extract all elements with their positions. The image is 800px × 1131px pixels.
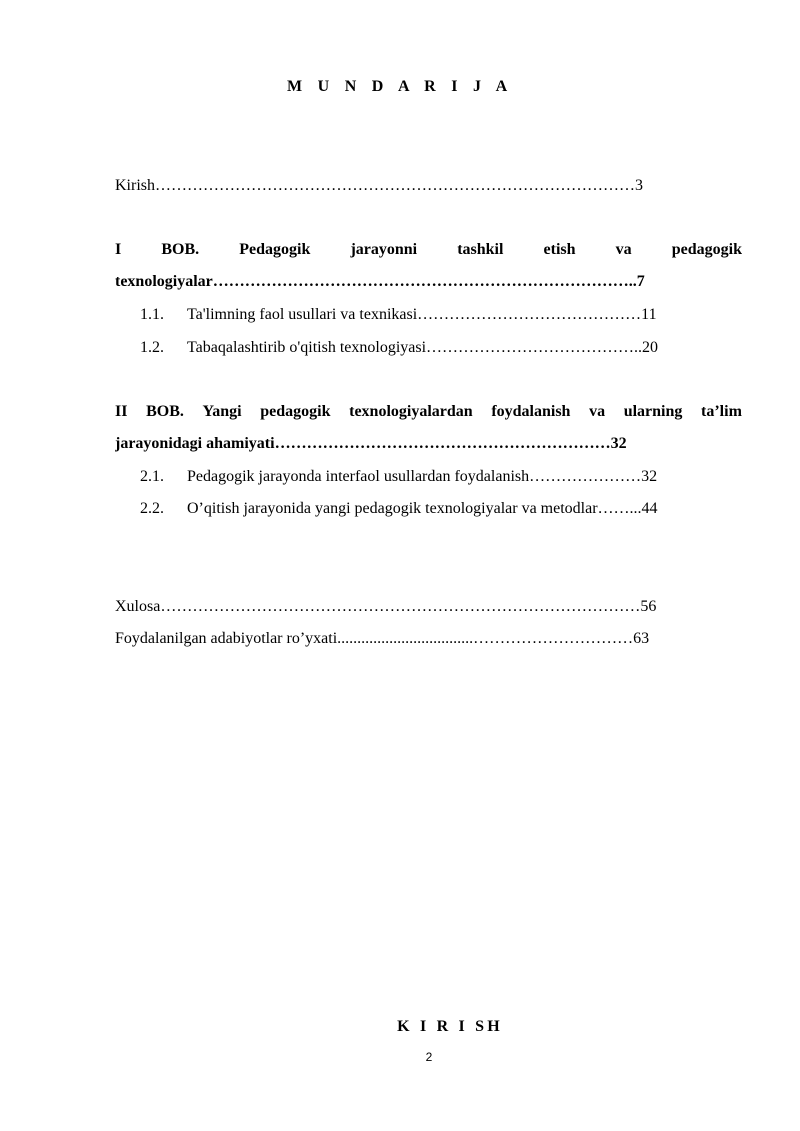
toc-entry-bob2-line1 bbox=[115, 402, 742, 422]
toc-word: BOB. bbox=[161, 241, 200, 258]
toc-word: jarayonni bbox=[350, 241, 418, 258]
toc-word: etish bbox=[543, 241, 576, 258]
toc-entry-bob2-line2: jarayonidagi ahamiyati………………………………………………………32 bbox=[115, 435, 627, 452]
toc-word: foydalanish bbox=[491, 403, 571, 420]
toc-entry-adabiyotlar: Foydalanilgan adabiyotlar ro’yxati..................................…………………………63 bbox=[115, 630, 650, 647]
toc-entry-2-1 bbox=[140, 467, 740, 487]
toc-item-text: Ta'limning faol usullari va texnikasi……………………………………11 bbox=[187, 306, 657, 323]
toc-word: texnologiyalardan bbox=[349, 403, 473, 420]
toc-entry-xulosa: Xulosa………………………………………………………………………………56 bbox=[115, 598, 657, 615]
toc-item-text: Pedagogik jarayonda interfaol usullardan foydalanish…………………32 bbox=[187, 468, 658, 485]
page-title: M U N D A R I J A bbox=[287, 78, 513, 95]
page-number: 2 bbox=[425, 1050, 433, 1064]
toc-entry-2-2 bbox=[140, 499, 740, 519]
toc-item-number: 1.1. bbox=[140, 306, 164, 323]
toc-word: Pedagogik bbox=[239, 241, 311, 258]
next-section-heading: K I R I SH bbox=[397, 1018, 503, 1035]
toc-word: pedagogik bbox=[260, 403, 331, 420]
toc-item-text: O’qitish jarayonida yangi pedagogik texnologiyalar va metodlar……...44 bbox=[187, 500, 658, 517]
toc-word: II bbox=[115, 403, 128, 420]
toc-item-number: 1.2. bbox=[140, 339, 164, 356]
toc-word: tashkil bbox=[457, 241, 504, 258]
toc-entry-1-2 bbox=[140, 338, 740, 358]
toc-word: ta’lim bbox=[701, 403, 742, 420]
toc-word: pedagogik bbox=[671, 241, 742, 258]
toc-item-number: 2.2. bbox=[140, 500, 164, 517]
toc-entry-bob1-line2: texnologiyalar……………………………………………………………………..7 bbox=[115, 273, 645, 290]
toc-word: Yangi bbox=[202, 403, 242, 420]
toc-word: BOB. bbox=[146, 403, 184, 420]
toc-item-number: 2.1. bbox=[140, 468, 164, 485]
toc-item-text: Tabaqalashtirib o'qitish texnologiyasi…………………………………..20 bbox=[187, 339, 659, 356]
toc-word: va bbox=[615, 241, 632, 258]
toc-word: I bbox=[115, 241, 122, 258]
toc-word: va bbox=[589, 403, 606, 420]
toc-entry-kirish: Kirish………………………………………………………………………………3 bbox=[115, 177, 643, 194]
toc-word: ularning bbox=[623, 403, 683, 420]
toc-entry-1-1 bbox=[140, 305, 740, 325]
toc-entry-bob1-line1 bbox=[115, 240, 742, 260]
